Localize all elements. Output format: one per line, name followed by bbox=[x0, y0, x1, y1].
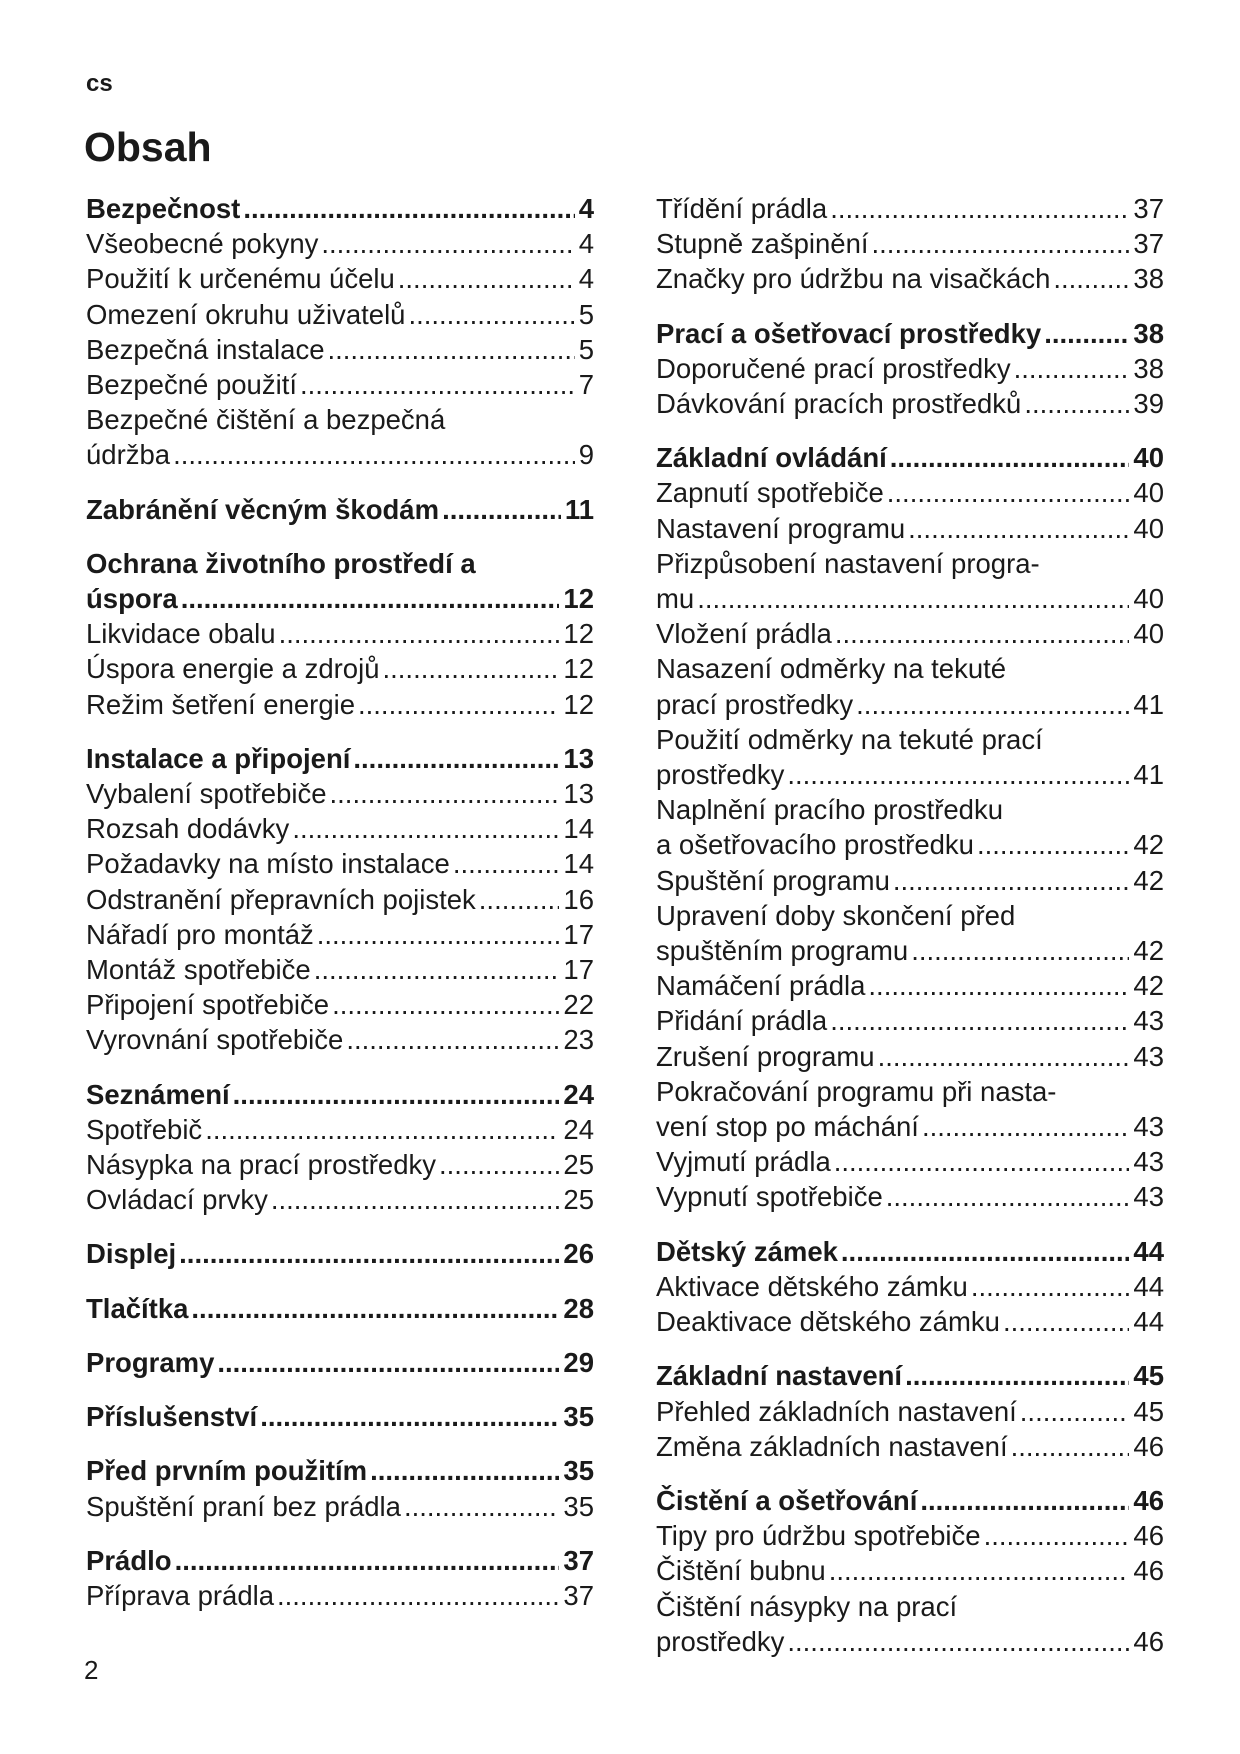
dot-leader bbox=[233, 1077, 560, 1112]
toc-entry-page: 37 bbox=[1133, 193, 1164, 224]
toc-entry-page: 42 bbox=[1133, 970, 1164, 1002]
dot-leader bbox=[697, 581, 1129, 616]
toc-entry-page: 12 bbox=[563, 618, 594, 650]
toc-entry-text: Spuštění programu bbox=[656, 864, 890, 896]
dot-leader bbox=[398, 261, 575, 296]
toc-entry[interactable] bbox=[86, 776, 594, 811]
toc-entry[interactable] bbox=[86, 1489, 594, 1524]
toc-section bbox=[656, 440, 1164, 1214]
toc-entry-text: prostředky bbox=[656, 759, 785, 791]
toc-entry-page: 42 bbox=[1133, 935, 1164, 967]
toc-entry-text: Režim šetření energie bbox=[86, 688, 356, 720]
toc-section-heading[interactable] bbox=[86, 1345, 594, 1380]
toc-entry-text: Dávkování pracích prostředků bbox=[656, 388, 1022, 420]
toc-entry-text: Aktivace dětského zámku bbox=[656, 1270, 968, 1302]
toc-entry-page: 14 bbox=[563, 813, 594, 845]
toc-entry[interactable] bbox=[656, 351, 1164, 386]
toc-entry-text: Bezpečná instalace bbox=[86, 333, 325, 365]
toc-entry[interactable] bbox=[656, 863, 1164, 898]
toc-section-heading[interactable] bbox=[86, 1236, 594, 1271]
toc-section bbox=[86, 191, 594, 473]
toc-entry-text: údržba bbox=[86, 439, 171, 471]
toc-entry-text-line: Bezpečné čištění a bezpečná bbox=[86, 404, 446, 436]
toc-entry[interactable] bbox=[656, 1269, 1164, 1304]
toc-entry-text: Všeobecné pokyny bbox=[86, 228, 319, 260]
toc-entry[interactable] bbox=[656, 1074, 1164, 1144]
toc-entry-text: Přehled základních nastavení bbox=[656, 1395, 1017, 1427]
toc-entry-text: Doporučené prací prostředky bbox=[656, 352, 1011, 384]
toc-section bbox=[656, 1234, 1164, 1340]
dot-leader bbox=[408, 297, 574, 332]
toc-section bbox=[86, 1345, 594, 1380]
toc-entry-text: Vybalení spotřebiče bbox=[86, 778, 327, 810]
toc-entry-page: 43 bbox=[1133, 1111, 1164, 1143]
toc-entry-page: 40 bbox=[1133, 442, 1164, 474]
toc-entry[interactable] bbox=[656, 1144, 1164, 1179]
dot-leader bbox=[328, 332, 575, 367]
dot-leader bbox=[271, 1182, 560, 1217]
toc-entry-text: Montáž spotřebiče bbox=[86, 954, 311, 986]
toc-entry-text: Displej bbox=[86, 1238, 177, 1270]
toc-entry-text: Použití k určenému účelu bbox=[86, 263, 395, 295]
toc-entry-page: 16 bbox=[563, 883, 594, 915]
toc-entry-page: 43 bbox=[1133, 1181, 1164, 1213]
toc-entry-text: Stupně zašpinění bbox=[656, 228, 869, 260]
toc-section bbox=[656, 1358, 1164, 1464]
dot-leader bbox=[383, 651, 560, 686]
toc-entry[interactable] bbox=[86, 987, 594, 1022]
toc-entry[interactable] bbox=[86, 882, 594, 917]
dot-leader bbox=[175, 1543, 560, 1578]
toc-section-heading[interactable] bbox=[86, 1399, 594, 1434]
toc-entry-text: Omezení okruhu uživatelů bbox=[86, 298, 406, 330]
toc-entry-text: Instalace a připojení bbox=[86, 742, 351, 774]
dot-leader bbox=[787, 1624, 1129, 1659]
toc-entry-page: 41 bbox=[1133, 688, 1164, 720]
toc-entry-text: Před prvním použitím bbox=[86, 1455, 368, 1487]
toc-entry[interactable] bbox=[656, 792, 1164, 862]
toc-entry-page: 38 bbox=[1133, 352, 1164, 384]
toc-entry-text: Základní nastavení bbox=[656, 1360, 903, 1392]
toc-entry[interactable] bbox=[86, 402, 594, 472]
toc-entry-text: Připojení spotřebiče bbox=[86, 989, 330, 1021]
dot-leader bbox=[835, 616, 1130, 651]
toc-entry-page: 24 bbox=[563, 1078, 594, 1110]
dot-leader bbox=[179, 1236, 559, 1271]
dot-leader bbox=[191, 1291, 559, 1326]
toc-entry[interactable] bbox=[656, 616, 1164, 651]
toc-entry-page: 43 bbox=[1133, 1040, 1164, 1072]
toc-entry-text-line: Naplnění pracího prostředku bbox=[656, 794, 1004, 826]
toc-entry-text-line: Přizpůsobení nastavení progra- bbox=[656, 547, 1040, 579]
toc-entry[interactable] bbox=[656, 511, 1164, 546]
dot-leader bbox=[911, 933, 1129, 968]
toc-section bbox=[86, 1399, 594, 1434]
toc-entry-text: Úspora energie a zdrojů bbox=[86, 653, 380, 685]
toc-entry-text: Nastavení programu bbox=[656, 512, 906, 544]
toc-entry-text: Značky pro údržbu na visačkách bbox=[656, 263, 1051, 295]
dot-leader bbox=[279, 616, 560, 651]
toc-entry-page: 7 bbox=[578, 369, 594, 401]
dot-leader bbox=[442, 492, 561, 527]
toc-entry-page: 35 bbox=[563, 1401, 594, 1433]
toc-entry[interactable] bbox=[86, 1578, 594, 1613]
toc-entry-page: 28 bbox=[563, 1292, 594, 1324]
dot-leader bbox=[1011, 1429, 1130, 1464]
toc-entry[interactable] bbox=[86, 1112, 594, 1147]
toc-section bbox=[86, 1453, 594, 1523]
toc-entry-text: Příslušenství bbox=[86, 1401, 258, 1433]
toc-entry[interactable] bbox=[656, 191, 1164, 226]
toc-section-heading[interactable] bbox=[656, 440, 1164, 475]
toc-entry-text: Prádlo bbox=[86, 1544, 172, 1576]
toc-section-heading[interactable] bbox=[86, 1453, 594, 1488]
toc-entry-text-line: Nasazení odměrky na tekuté bbox=[656, 653, 1007, 685]
toc-entry[interactable] bbox=[656, 261, 1164, 296]
toc-section bbox=[86, 1236, 594, 1271]
toc-entry-text: Odstranění přepravních pojistek bbox=[86, 883, 476, 915]
toc-entry-page: 4 bbox=[578, 263, 594, 295]
dot-leader bbox=[173, 437, 575, 472]
toc-section-heading[interactable] bbox=[86, 741, 594, 776]
toc-entry-page: 12 bbox=[563, 688, 594, 720]
toc-entry-text: Zrušení programu bbox=[656, 1040, 875, 1072]
toc-entry-page: 12 bbox=[563, 583, 594, 615]
toc-entry[interactable] bbox=[656, 651, 1164, 721]
toc-entry[interactable] bbox=[656, 1003, 1164, 1038]
toc-entry-text: mu bbox=[656, 583, 695, 615]
toc-entry-text-line: Čištění násypky na prací bbox=[656, 1590, 958, 1622]
toc-section-heading[interactable] bbox=[86, 1543, 594, 1578]
toc-entry-page: 37 bbox=[563, 1544, 594, 1576]
toc-entry-page: 42 bbox=[1133, 829, 1164, 861]
toc-entry-page: 45 bbox=[1133, 1395, 1164, 1427]
toc-entry[interactable] bbox=[86, 811, 594, 846]
dot-leader bbox=[887, 475, 1130, 510]
toc-entry-text: Vypnutí spotřebiče bbox=[656, 1181, 883, 1213]
toc-section-heading[interactable] bbox=[86, 191, 594, 226]
dot-leader bbox=[453, 846, 560, 881]
dot-leader bbox=[330, 776, 560, 811]
dot-leader bbox=[243, 191, 574, 226]
toc-entry-page: 44 bbox=[1133, 1306, 1164, 1338]
toc-entry[interactable] bbox=[86, 261, 594, 296]
toc-entry-page: 46 bbox=[1133, 1430, 1164, 1462]
dot-leader bbox=[332, 987, 559, 1022]
toc-entry-page: 11 bbox=[564, 493, 594, 525]
toc-entry-text: Příprava prádla bbox=[86, 1579, 275, 1611]
toc-entry-text: Zapnutí spotřebiče bbox=[656, 477, 884, 509]
dot-leader bbox=[370, 1453, 559, 1488]
toc-section bbox=[86, 741, 594, 1058]
toc-entry-page: 5 bbox=[578, 333, 594, 365]
dot-leader bbox=[886, 1179, 1130, 1214]
toc-entry[interactable] bbox=[656, 1518, 1164, 1553]
dot-leader bbox=[908, 511, 1129, 546]
toc-section-heading[interactable] bbox=[656, 1483, 1164, 1518]
toc-entry-text: Tipy pro údržbu spotřebiče bbox=[656, 1520, 981, 1552]
toc-entry-page: 43 bbox=[1133, 1005, 1164, 1037]
toc-section bbox=[86, 492, 594, 527]
toc-entry-text: Nářadí pro montáž bbox=[86, 918, 314, 950]
toc-entry-text: Bezpečné použití bbox=[86, 369, 297, 401]
dot-leader bbox=[1044, 316, 1129, 351]
toc-entry-page: 40 bbox=[1133, 583, 1164, 615]
dot-leader bbox=[321, 226, 574, 261]
toc-section-heading[interactable] bbox=[656, 316, 1164, 351]
dot-leader bbox=[977, 827, 1129, 862]
dot-leader bbox=[872, 226, 1130, 261]
dot-leader bbox=[834, 1144, 1130, 1179]
toc-entry-page: 38 bbox=[1133, 263, 1164, 295]
toc-entry-text: Vyrovnání spotřebiče bbox=[86, 1024, 344, 1056]
toc-entry-page: 4 bbox=[578, 228, 594, 260]
toc-entry[interactable] bbox=[86, 1147, 594, 1182]
toc-entry-page: 37 bbox=[1133, 228, 1164, 260]
toc-entry-text: Čistění a ošetřování bbox=[656, 1484, 918, 1516]
toc-section bbox=[86, 1543, 594, 1613]
toc-entry-page: 46 bbox=[1133, 1625, 1164, 1657]
toc-right-column bbox=[656, 191, 1164, 1678]
toc-entry-text: Vložení prádla bbox=[656, 618, 832, 650]
toc-entry[interactable] bbox=[656, 475, 1164, 510]
dot-leader bbox=[841, 1234, 1129, 1269]
dot-leader bbox=[1053, 261, 1129, 296]
toc-section bbox=[656, 1483, 1164, 1659]
dot-leader bbox=[829, 1553, 1130, 1588]
toc-entry[interactable] bbox=[86, 952, 594, 987]
toc-entry[interactable] bbox=[86, 226, 594, 261]
dot-leader bbox=[353, 741, 559, 776]
toc-entry[interactable] bbox=[656, 1304, 1164, 1339]
toc-entry-page: 46 bbox=[1133, 1520, 1164, 1552]
toc-entry-text: Základní ovládání bbox=[656, 442, 887, 474]
toc-entry-text: Zabránění věcným škodám bbox=[86, 493, 440, 525]
toc-entry[interactable] bbox=[656, 386, 1164, 421]
toc-entry-text: spuštěním programu bbox=[656, 935, 909, 967]
dot-leader bbox=[181, 581, 560, 616]
dot-leader bbox=[260, 1399, 559, 1434]
toc-entry-text: Čištění bubnu bbox=[656, 1555, 826, 1587]
toc-entry-page: 12 bbox=[563, 653, 594, 685]
toc-section-heading[interactable] bbox=[86, 546, 594, 616]
toc-entry-page: 39 bbox=[1133, 388, 1164, 420]
toc-entry-page: 46 bbox=[1133, 1555, 1164, 1587]
toc-entry-text: vení stop po máchání bbox=[656, 1111, 919, 1143]
dot-leader bbox=[905, 1358, 1129, 1393]
dot-leader bbox=[893, 863, 1130, 898]
toc-entry-page: 4 bbox=[578, 193, 594, 224]
dot-leader bbox=[479, 882, 560, 917]
toc-entry-text: Tlačítka bbox=[86, 1292, 189, 1324]
toc-entry-page: 29 bbox=[563, 1346, 594, 1378]
toc-entry[interactable] bbox=[656, 546, 1164, 616]
toc-entry-page: 40 bbox=[1133, 618, 1164, 650]
toc-entry-text-line: Ochrana životního prostředí a bbox=[86, 547, 476, 579]
toc-entry-text: Vyjmutí prádla bbox=[656, 1146, 831, 1178]
toc-entry-text-line: Použití odměrky na tekuté prací bbox=[656, 723, 1043, 755]
toc-entry-page: 22 bbox=[563, 989, 594, 1021]
dot-leader bbox=[1014, 351, 1130, 386]
toc-left-column bbox=[86, 191, 594, 1632]
toc-entry[interactable] bbox=[86, 917, 594, 952]
toc-entry[interactable] bbox=[656, 226, 1164, 261]
toc-entry-page: 13 bbox=[563, 742, 594, 774]
toc-entry-page: 17 bbox=[563, 918, 594, 950]
toc-entry-text: Spotřebič bbox=[86, 1113, 203, 1145]
toc-entry[interactable] bbox=[86, 367, 594, 402]
toc-entry-page: 35 bbox=[563, 1455, 594, 1487]
toc-entry-text: Dětský zámek bbox=[656, 1235, 838, 1267]
toc-entry-text: Likvidace obalu bbox=[86, 618, 276, 650]
toc-entry-text: Třídění prádla bbox=[656, 193, 828, 224]
toc-entry-text: úspora bbox=[86, 583, 178, 615]
toc-entry-text: Rozsah dodávky bbox=[86, 813, 290, 845]
dot-leader bbox=[922, 1109, 1129, 1144]
toc-entry-page: 44 bbox=[1133, 1270, 1164, 1302]
toc-entry-page: 41 bbox=[1133, 759, 1164, 791]
toc-entry-text: Deaktivace dětského zámku bbox=[656, 1306, 1000, 1338]
dot-leader bbox=[878, 1039, 1130, 1074]
dot-leader bbox=[856, 687, 1129, 722]
dot-leader bbox=[984, 1518, 1130, 1553]
toc-entry[interactable] bbox=[656, 722, 1164, 792]
toc-entry-page: 44 bbox=[1133, 1235, 1164, 1267]
toc-entry[interactable] bbox=[86, 1022, 594, 1057]
toc-entry-text-line: Pokračování programu při nasta- bbox=[656, 1075, 1057, 1107]
dot-leader bbox=[317, 917, 560, 952]
toc-entry-page: 37 bbox=[563, 1579, 594, 1611]
toc-entry-page: 17 bbox=[563, 954, 594, 986]
toc-entry[interactable] bbox=[656, 1553, 1164, 1588]
toc-entry[interactable] bbox=[656, 1039, 1164, 1074]
dot-leader bbox=[830, 191, 1129, 226]
toc-entry-page: 24 bbox=[563, 1113, 594, 1145]
toc-entry-page: 46 bbox=[1133, 1484, 1164, 1516]
toc-entry[interactable] bbox=[86, 332, 594, 367]
toc-section bbox=[86, 1291, 594, 1326]
toc-entry-text: Přidání prádla bbox=[656, 1005, 828, 1037]
dot-leader bbox=[787, 757, 1129, 792]
toc-entry-text: prostředky bbox=[656, 1625, 785, 1657]
toc-section bbox=[86, 1077, 594, 1218]
toc-entry-text: Namáčení prádla bbox=[656, 970, 866, 1002]
toc-entry-text: Požadavky na místo instalace bbox=[86, 848, 450, 880]
dot-leader bbox=[439, 1147, 559, 1182]
toc-entry[interactable] bbox=[656, 1429, 1164, 1464]
toc-entry-page: 5 bbox=[578, 298, 594, 330]
toc-entry[interactable] bbox=[656, 968, 1164, 1003]
dot-leader bbox=[830, 1003, 1129, 1038]
toc-entry[interactable] bbox=[656, 1589, 1164, 1659]
dot-leader bbox=[346, 1022, 559, 1057]
toc-entry-text: Bezpečnost bbox=[86, 193, 241, 224]
toc-section bbox=[656, 316, 1164, 422]
dot-leader bbox=[868, 968, 1129, 1003]
toc-entry[interactable] bbox=[86, 687, 594, 722]
dot-leader bbox=[920, 1483, 1129, 1518]
dot-leader bbox=[358, 687, 559, 722]
toc-entry-text: Změna základních nastavení bbox=[656, 1430, 1008, 1462]
toc-section bbox=[656, 191, 1164, 297]
toc-entry-text: Násypka na prací prostředky bbox=[86, 1149, 437, 1181]
toc-entry-page: 25 bbox=[563, 1149, 594, 1181]
toc-section-heading[interactable] bbox=[86, 492, 594, 527]
dot-leader bbox=[971, 1269, 1130, 1304]
toc-entry-page: 42 bbox=[1133, 864, 1164, 896]
dot-leader bbox=[890, 440, 1130, 475]
toc-section-heading[interactable] bbox=[86, 1077, 594, 1112]
toc-entry-page: 45 bbox=[1133, 1360, 1164, 1392]
toc-section-heading[interactable] bbox=[86, 1291, 594, 1326]
toc-entry[interactable] bbox=[656, 898, 1164, 968]
toc-entry-page: 35 bbox=[563, 1490, 594, 1522]
toc-entry[interactable] bbox=[656, 1179, 1164, 1214]
toc-entry-text: Seznámení bbox=[86, 1078, 230, 1110]
dot-leader bbox=[300, 367, 575, 402]
toc-entry[interactable] bbox=[86, 616, 594, 651]
toc-entry[interactable] bbox=[86, 297, 594, 332]
toc-entry-page: 43 bbox=[1133, 1146, 1164, 1178]
toc-section bbox=[86, 546, 594, 722]
toc-entry-page: 14 bbox=[563, 848, 594, 880]
toc-entry-page: 25 bbox=[563, 1184, 594, 1216]
toc-entry-text: Spuštění praní bez prádla bbox=[86, 1490, 401, 1522]
toc-entry-text: Prací a ošetřovací prostředky bbox=[656, 317, 1042, 349]
dot-leader bbox=[404, 1489, 559, 1524]
dot-leader bbox=[217, 1345, 559, 1380]
toc-section-heading[interactable] bbox=[656, 1358, 1164, 1393]
toc-entry-page: 40 bbox=[1133, 512, 1164, 544]
language-code: cs bbox=[86, 70, 113, 97]
toc-entry-text: a ošetřovacího prostředku bbox=[656, 829, 974, 861]
dot-leader bbox=[292, 811, 559, 846]
toc-entry-page: 26 bbox=[563, 1238, 594, 1270]
dot-leader bbox=[1020, 1394, 1130, 1429]
toc-entry[interactable] bbox=[86, 651, 594, 686]
toc-entry[interactable] bbox=[656, 1394, 1164, 1429]
page-number: 2 bbox=[84, 1655, 99, 1685]
dot-leader bbox=[314, 952, 560, 987]
dot-leader bbox=[1003, 1304, 1129, 1339]
page-title: Obsah bbox=[84, 124, 212, 170]
toc-entry-text: Programy bbox=[86, 1346, 215, 1378]
toc-entry-page: 13 bbox=[563, 778, 594, 810]
toc-entry-text-line: Upravení doby skončení před bbox=[656, 899, 1016, 931]
toc-section-heading[interactable] bbox=[656, 1234, 1164, 1269]
toc-entry-text: prací prostředky bbox=[656, 688, 854, 720]
toc-entry[interactable] bbox=[86, 1182, 594, 1217]
toc-entry-text: Ovládací prvky bbox=[86, 1184, 268, 1216]
toc-entry-page: 9 bbox=[578, 439, 594, 471]
dot-leader bbox=[1024, 386, 1129, 421]
dot-leader bbox=[277, 1578, 559, 1613]
toc-entry-page: 23 bbox=[563, 1024, 594, 1056]
toc-entry[interactable] bbox=[86, 846, 594, 881]
dot-leader bbox=[205, 1112, 559, 1147]
toc-entry-page: 40 bbox=[1133, 477, 1164, 509]
toc-entry-page: 38 bbox=[1133, 317, 1164, 349]
